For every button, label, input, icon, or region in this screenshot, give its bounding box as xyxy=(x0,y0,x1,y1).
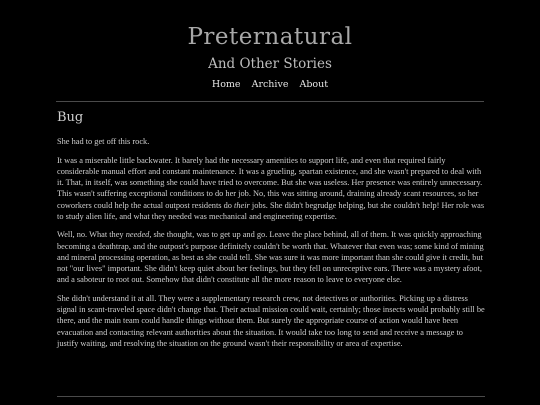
main-nav xyxy=(0,79,540,90)
paragraph-text: Well, no. What they xyxy=(57,230,126,240)
paragraph-text: she thought, was to get up and go. Leave the place behind, all of them. It was quickly approaching becoming a deathtrap, and the outpost's purpose definitely couldn't be worth that. Whatever that even was; some kind of mining and mineral processing operation, as best as she could tell. She was sure it was more important than she could give it credit, but not "our lives" important. She didn't keep quiet about her feelings, but they fell on unreceptive ears. There was a mystery afoot, and a saboteur to root out. Somehow that didn't constitute all the more reason to leave to everyone else. xyxy=(57,230,484,285)
post-paragraph: She had to get off this rock. xyxy=(57,137,150,146)
nav-home-link[interactable]: Home xyxy=(211,79,241,90)
emphasis-text: needed, xyxy=(125,230,152,240)
post-title: Bug xyxy=(57,110,84,125)
nav-about-link[interactable]: About xyxy=(299,79,329,90)
site-title[interactable]: Preternatural xyxy=(187,24,353,50)
content-divider xyxy=(57,396,485,397)
site-header xyxy=(0,0,540,102)
post-content xyxy=(57,110,485,356)
paragraph-text: jobs. She didn't begrudge helping, but she couldn't help! Her role was to study alien life, and what they needed was mechanical and engineering expertise. xyxy=(57,200,485,221)
paragraph-text: It was a miserable little backwater. It barely had the necessary amenities to support life, and even that required fairly considerable manual effort and constant maintenance. It was a grueling, spartan existence, and she wasn't prepared to deal with it. That, in itself, was something she could have tried to overcome. But she was useless. Her presence was entirely unnecessary. This wasn't suffering exceptional conditions to do her job. No, this was sitting around, draining already scant resources, so her coworkers could help the actual outpost residents do xyxy=(57,155,483,210)
nav-archive-link[interactable]: Archive xyxy=(251,79,289,90)
post-paragraph: She didn't understand it at all. They were a supplementary research crew, not detectives or authorities. Picking up a distress signal in scant-traveled space didn't change that. Their actual mission could wait, certainly; those insects would probably still be there, and the main team could handle things without them. But surely the appropriate course of action would have been evacuation and contacting relevant authorities about the situation. It would take too long to send and receive a message to justify waiting, and resolving the situation on the ground wasn't their responsibility or area of expertise. xyxy=(57,293,485,348)
post-paragraph xyxy=(57,155,485,222)
emphasis-text: their xyxy=(234,200,250,210)
post-paragraph xyxy=(57,229,485,285)
site-subtitle: And Other Stories xyxy=(208,56,332,72)
header-divider xyxy=(56,101,484,102)
